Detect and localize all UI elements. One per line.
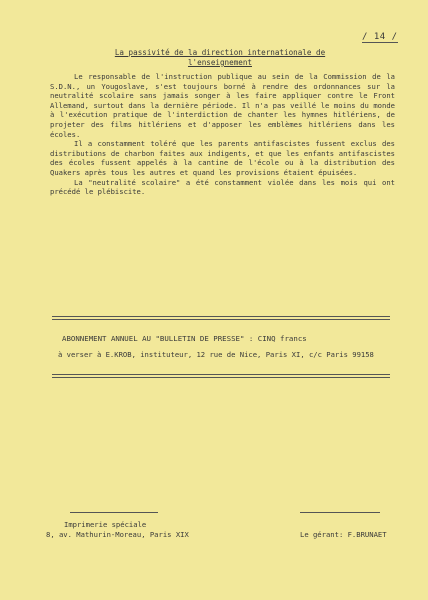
divider-bottom-1 (52, 374, 390, 375)
manager-rule (300, 512, 380, 513)
printer-line-1: Imprimerie spéciale (64, 520, 147, 529)
paragraph-2: Il a constamment toléré que les parents antifascistes fussent exclus des distributions de charbon faites aux indigents, et que les enfants antifascistes des écoles fussent appelés à la cantine de l'école ou à la distribution des Quakers après tous les autres et quand les provisions étaient épuisées. (50, 139, 395, 177)
section-title (60, 48, 380, 68)
paragraph-3: La "neutralité scolaire" a été constamment violée dans les mois qui ont précédé le plébiscite. (50, 177, 395, 197)
manager-signature: Le gérant: F.BRUNAET (300, 530, 387, 539)
divider-top-1 (52, 316, 390, 317)
printer-info (46, 520, 189, 540)
title-line-2: l'enseignement (187, 58, 252, 67)
page-number: / 14 / (362, 32, 398, 42)
subscription-details: à verser à E.KROB, instituteur, 12 rue de Nice, Paris XI, c/c Paris 99158 (58, 350, 374, 359)
subscription-heading: ABONNEMENT ANNUEL AU "BULLETIN DE PRESSE" : CINQ francs (62, 334, 307, 343)
divider-top-2 (52, 319, 390, 320)
divider-bottom-2 (52, 377, 390, 378)
title-line-1: La passivité de la direction internationale de (114, 48, 326, 57)
printer-line-2: 8, av. Mathurin-Moreau, Paris XIX (46, 530, 189, 539)
printer-rule (70, 512, 158, 513)
paragraph-1: Le responsable de l'instruction publique au sein de la Commission de la S.D.N., un Yougoslave, s'est toujours borné à rendre des ordonnances sur la neutralité scolaire sans jamais songer à les faire appliquer contre le Front Allemand, surtout dans la dernière période. Il n'a pas veillé le moins du monde à l'exécution pratique de l'interdiction de chanter les hymnes hitlériens, de projeter des films hitlériens et d'apposer les emblèmes hitlériens dans les écoles. (50, 72, 395, 139)
body-text (50, 72, 395, 197)
